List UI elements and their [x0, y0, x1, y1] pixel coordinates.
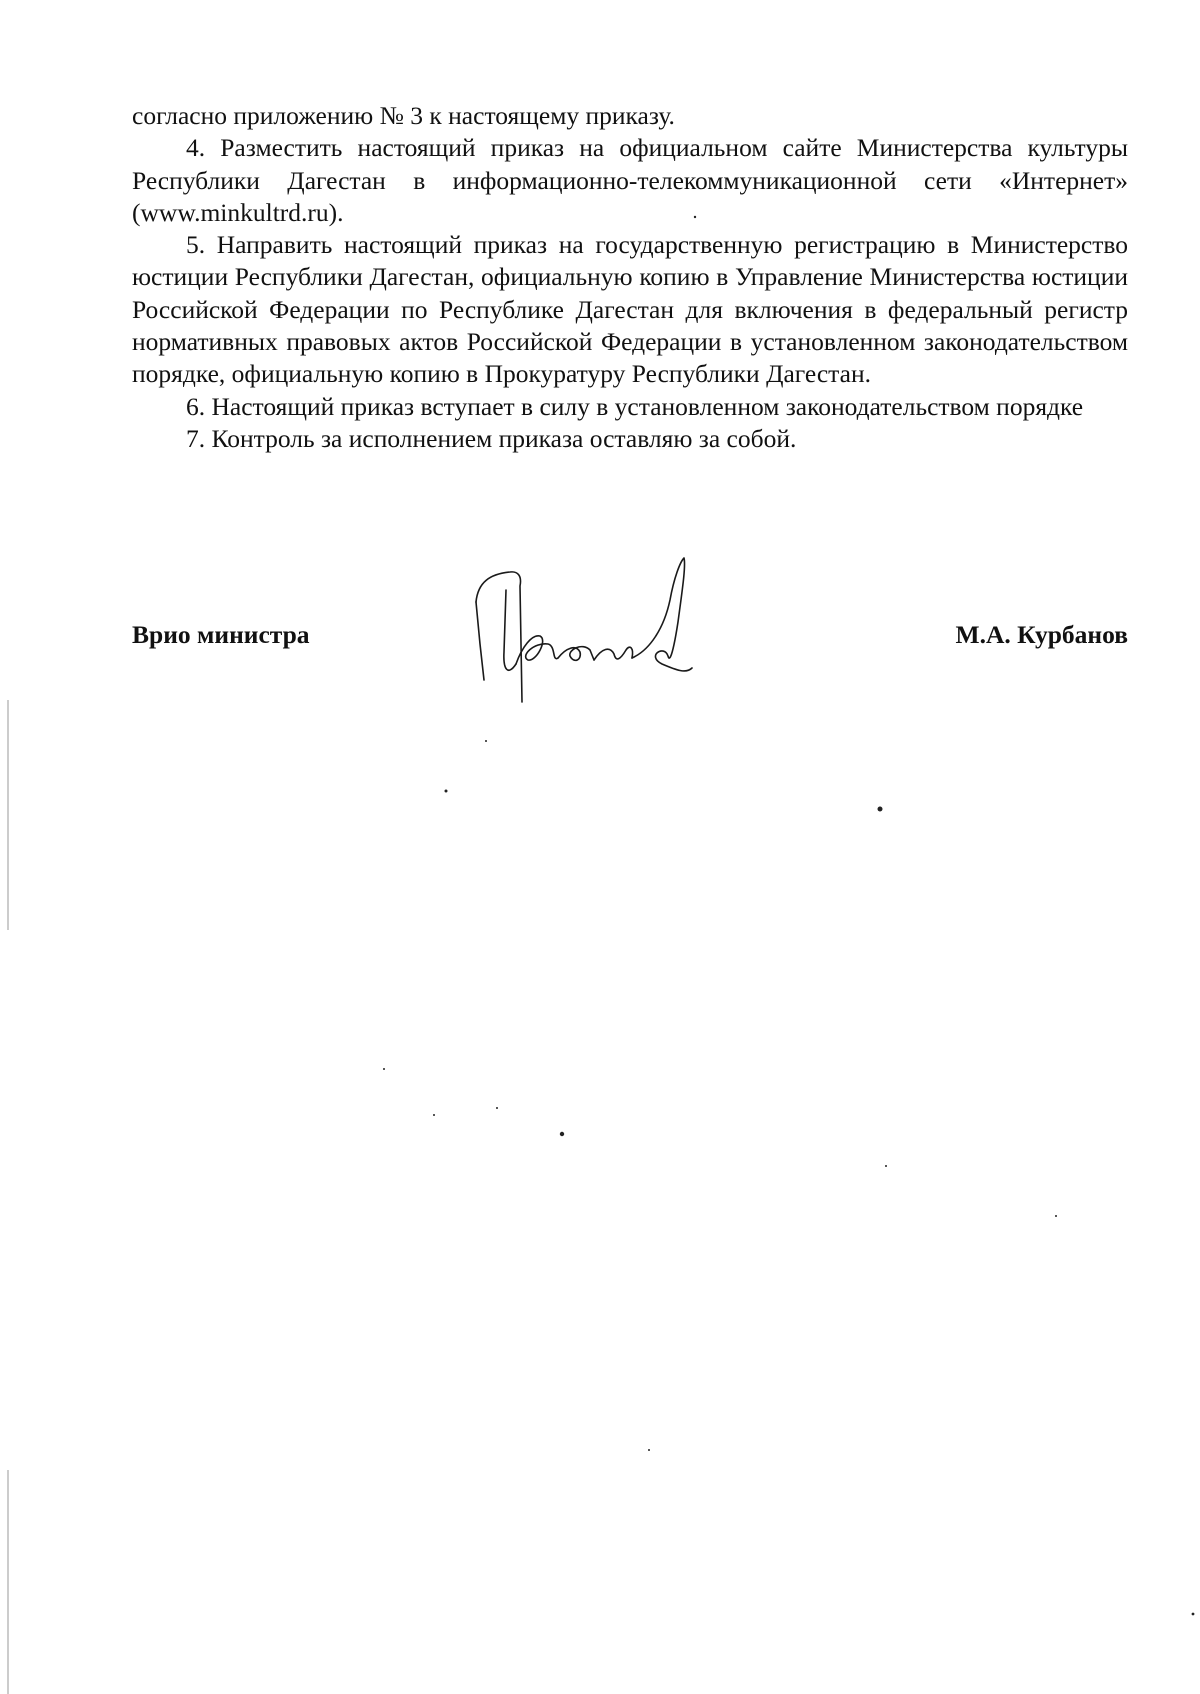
- order-body-text: [132, 100, 1128, 455]
- paragraph-item-5: 5. Направить настоящий приказ на государственную регистрацию в Министерство юстиции Республики Дагестан, официальную копию в Управление Министерства юстиции Российской Федерации по Республике Дагестан для включения в федеральный регистр нормативных правовых актов Российской Федерации в установленном законодательством порядке, официальную копию в Прокуратуру Республики Дагестан.: [132, 230, 1128, 389]
- paragraph-item-7: 7. Контроль за исполнением приказа оставляю за собой.: [186, 423, 797, 453]
- handwritten-signature: [470, 552, 720, 712]
- signatory-name: М.А. Курбанов: [955, 620, 1128, 649]
- paragraph-item-6: 6. Настоящий приказ вступает в силу в установленном законодательством порядке: [186, 391, 1084, 421]
- signatory-title: Врио министра: [132, 620, 310, 649]
- paragraph-continuation: согласно приложению № 3 к настоящему приказу.: [132, 101, 675, 130]
- paragraph-item-4: 4. Разместить настоящий приказ на официальном сайте Министерства культуры Республики Дагестан в информационно-телекоммуникационной сети «Интернет» (www.minkultrd.ru).: [132, 133, 1128, 227]
